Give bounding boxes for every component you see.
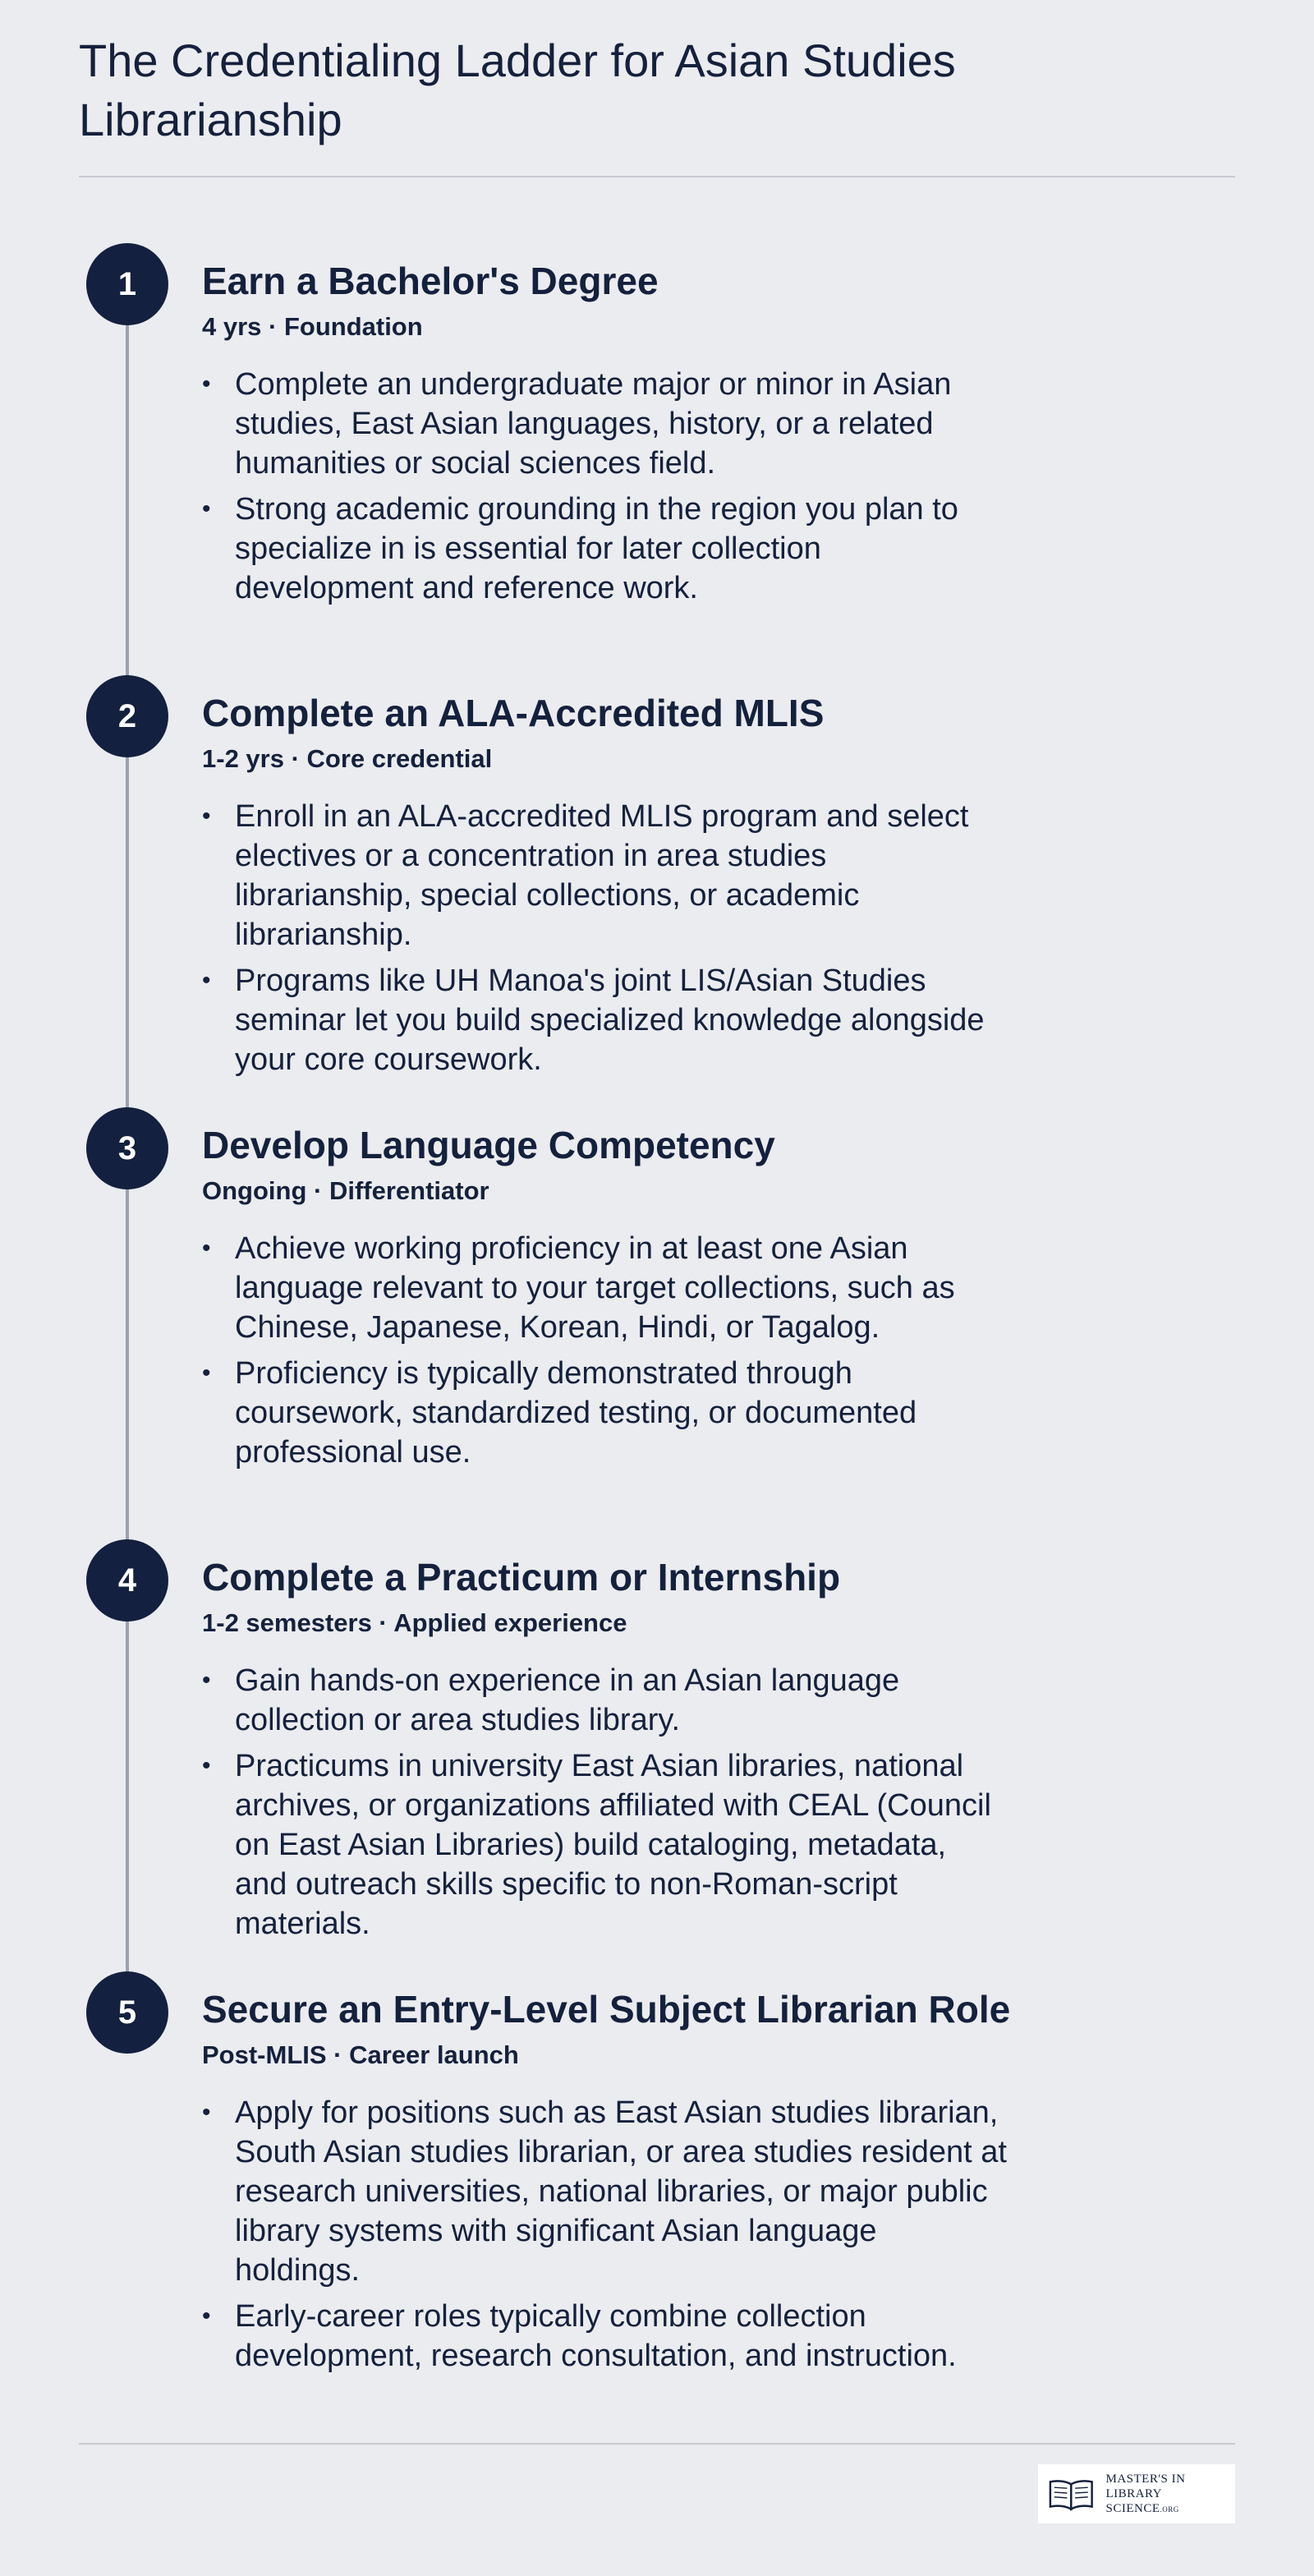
list-item: • Achieve working proficiency in at least one Asian language relevant to your target collections, such as Chinese, Japanese, Korean, Hindi, or Tagalog. [202, 1229, 1007, 1347]
step-title: Complete an ALA-Accredited MLIS [202, 692, 825, 734]
bullet-icon: • [202, 370, 211, 398]
bullet-icon: • [202, 1359, 211, 1387]
list-item: • Gain hands-on experience in an Asian language collection or area studies library. [202, 1661, 1007, 1740]
step-meta: Post-MLIS · Career launch [202, 2040, 519, 2069]
list-item: • Practicums in university East Asian libraries, national archives, or organizations affiliated with CEAL (Council on East Asian Libraries) build cataloging, metadata, and outreach skills specific to non-Roman-script materials. [202, 1746, 1007, 1944]
list-item: • Early-career roles typically combine collection development, research consultation, and instruction. [202, 2297, 1007, 2376]
list-item: • Proficiency is typically demonstrated through coursework, standardized testing, or documented professional use. [202, 1354, 1007, 1472]
bullet-icon: • [202, 2302, 211, 2330]
step-number-badge: 3 [86, 1107, 168, 1189]
bullet-icon: • [202, 495, 211, 522]
step-title: Secure an Entry-Level Subject Librarian Role [202, 1988, 1011, 2031]
step-number-badge: 4 [86, 1539, 168, 1622]
bullet-icon: • [202, 1752, 211, 1779]
list-item: • Strong academic grounding in the region you plan to specialize in is essential for later collection development and reference work. [202, 490, 1007, 608]
step-meta: 1-2 yrs · Core credential [202, 744, 493, 773]
step-bullet-list [202, 2093, 1007, 2382]
step-number-badge: 2 [86, 675, 168, 757]
step-bullet-list [202, 797, 1007, 1086]
list-item: • Complete an undergraduate major or minor in Asian studies, East Asian languages, history, or a related humanities or social sciences field. [202, 365, 1007, 483]
bottom-divider [79, 2443, 1235, 2445]
bullet-icon: • [202, 967, 211, 994]
list-item: • Programs like UH Manoa's joint LIS/Asian Studies seminar let you build specialized knowledge alongside your core coursework. [202, 961, 1007, 1079]
logo-wordmark: MASTER'S IN LIBRARY SCIENCE.ORG [1105, 2472, 1186, 2515]
open-book-icon [1046, 2476, 1096, 2512]
bullet-icon: • [202, 803, 211, 830]
step-bullet-list [202, 1229, 1007, 1479]
step-meta: Ongoing · Differentiator [202, 1176, 489, 1205]
step-title: Develop Language Competency [202, 1124, 775, 1166]
bullet-icon: • [202, 1667, 211, 1694]
top-divider [79, 176, 1235, 177]
step-bullet-list [202, 365, 1007, 614]
bullet-icon: • [202, 2099, 211, 2126]
step-number-badge: 5 [86, 1971, 168, 2054]
site-logo [1038, 2464, 1235, 2523]
step-title: Complete a Practicum or Internship [202, 1556, 841, 1598]
step-bullet-list [202, 1661, 1007, 1950]
step-meta: 1-2 semesters · Applied experience [202, 1608, 627, 1637]
step-number-badge: 1 [86, 243, 168, 325]
page-title: The Credentialing Ladder for Asian Studies Librarianship [79, 34, 956, 145]
step-title: Earn a Bachelor's Degree [202, 260, 659, 302]
step-meta: 4 yrs · Foundation [202, 312, 423, 341]
bullet-icon: • [202, 1235, 211, 1262]
list-item: • Apply for positions such as East Asian studies librarian, South Asian studies librarian, or area studies resident at research universities, national libraries, or major public library systems with significant Asian language holdings. [202, 2093, 1007, 2290]
list-item: • Enroll in an ALA-accredited MLIS program and select electives or a concentration in area studies librarianship, special collections, or academic librarianship. [202, 797, 1007, 954]
